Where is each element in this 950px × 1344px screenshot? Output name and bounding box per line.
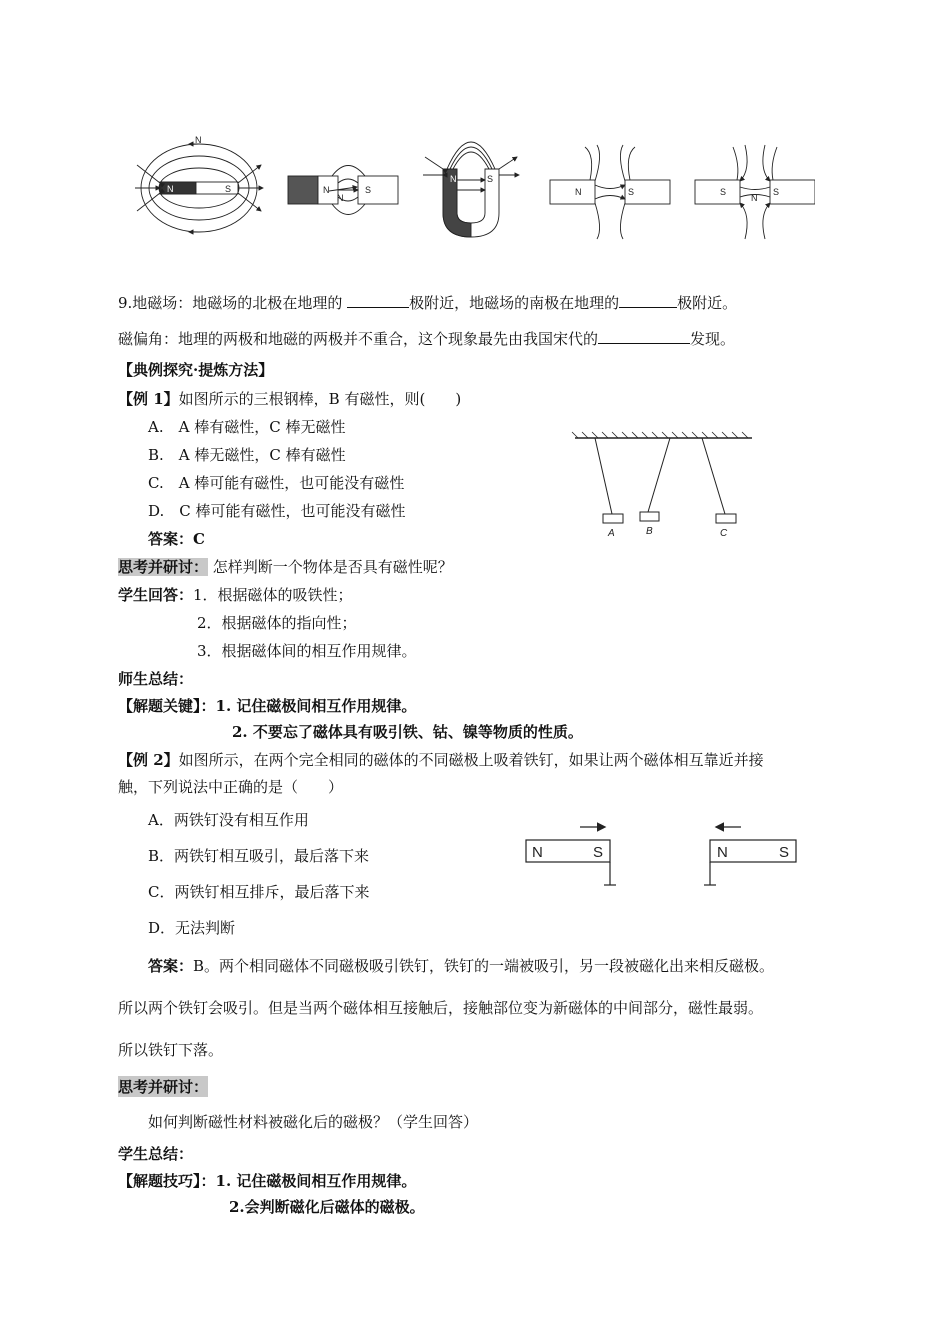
student-answer-label: 学生回答： [118, 586, 194, 604]
example1-option: D. C 棒可能有磁性，也可能没有磁性 [148, 502, 406, 520]
discuss1 [118, 556, 453, 577]
magnets-nails-figure [520, 815, 810, 895]
q9-line2-suffix: 发现。 [690, 330, 736, 348]
field-label: N [450, 174, 457, 184]
example2-option: C．两铁钉相互排斥，最后落下来 [148, 883, 370, 901]
example1-option: A. A 棒有磁性，C 棒无磁性 [148, 418, 346, 436]
summary1-label: 师生总结： [118, 670, 194, 688]
pole-label: S [593, 844, 604, 861]
example1-question-text: 如图所示的三根钢棒，B 有磁性，则( ) [178, 390, 462, 408]
example2-option: B．两铁钉相互吸引，最后落下来 [148, 847, 370, 865]
example1-question [118, 388, 461, 409]
hanging-rods-figure [570, 430, 760, 545]
example1-option: C. A 棒可能有磁性，也可能没有磁性 [148, 474, 405, 492]
key2 [118, 1170, 416, 1191]
rod-label: B [646, 526, 653, 537]
example1-answer: 答案：C [148, 530, 205, 548]
example2-answer-label: 答案： [148, 957, 194, 975]
pole-label: N [532, 844, 543, 861]
q9-line1-prefix: 9.地磁场：地磁场的北极在地理的 [118, 294, 348, 312]
fill-blank [347, 293, 409, 308]
key1 [118, 695, 416, 716]
field-label: S [225, 184, 232, 194]
pole-label: S [779, 844, 790, 861]
summary2-label: 学生总结： [118, 1145, 194, 1163]
opposite-poles-field-figure [550, 145, 670, 239]
field-label: S [628, 187, 635, 197]
discuss2-text: 如何判断磁性材料被磁化后的磁极？（学生回答） [148, 1113, 479, 1131]
example2-answer-text: B。两个相同磁体不同磁极吸引铁钉，铁钉的一端被吸引，另一段被磁化出来相反磁极。 [193, 957, 775, 975]
key1-label: 【解题关键】： [118, 697, 216, 715]
field-label: S [720, 187, 727, 197]
rod-label: A [608, 528, 615, 539]
section-header: 【典例探究·提炼方法】 [118, 361, 274, 379]
example2-question-line2: 触，下列说法中正确的是（ ） [118, 778, 344, 796]
fill-blank [598, 329, 690, 344]
example2-label: 【例 2】 [118, 751, 179, 769]
magnetic-field-figures [125, 135, 815, 250]
field-label: N [195, 135, 202, 145]
field-label: N [167, 184, 174, 194]
field-label: S [487, 174, 494, 184]
example2-question-line1 [118, 749, 764, 770]
key2-label: 【解题技巧】： [118, 1172, 216, 1190]
discuss2-label: 思考并研讨： [118, 1078, 209, 1096]
like-poles-field-figure [695, 145, 815, 239]
example1-label: 【例 1】 [118, 390, 179, 408]
fill-blank [619, 293, 677, 308]
pole-label: N [717, 844, 728, 861]
discuss1-text: 怎样判断一个物体是否具有磁性呢？ [208, 558, 453, 576]
example2-option: D．无法判断 [148, 919, 236, 937]
student-answer [118, 584, 353, 605]
example1-option: B. A 棒无磁性，C 棒有磁性 [148, 446, 346, 464]
discuss1-label: 思考并研讨： [118, 558, 209, 576]
q9-line1-mid: 极附近，地磁场的南极在地理的 [409, 294, 620, 312]
key1-item: 2. 不要忘了磁体具有吸引铁、钴、镍等物质的性质。 [232, 723, 583, 741]
q9-line2 [118, 328, 735, 349]
example2-question-text: 如图所示，在两个完全相同的磁体的不同磁极上吸着铁钉，如果让两个磁体相互靠近并接 [178, 751, 764, 769]
rod-label: C [720, 528, 728, 539]
example2-answer-line1 [148, 955, 774, 976]
field-label: S [773, 187, 780, 197]
q9-line1-suffix: 极附近。 [677, 294, 738, 312]
key1-item: 1. 记住磁极间相互作用规律。 [215, 697, 417, 715]
q9-line1 [118, 292, 737, 313]
student-answer-item: 1．根据磁体的吸铁性； [193, 586, 353, 604]
key2-item: 2.会判断磁化后磁体的磁极。 [229, 1198, 425, 1216]
field-label: N [751, 193, 758, 203]
two-magnets-compass-figure [288, 166, 398, 215]
example2-answer-line2: 所以两个铁钉会吸引。但是当两个磁体相互接触后，接触部位变为新磁体的中间部分，磁性最弱。 [118, 999, 764, 1017]
student-answer-item: 3．根据磁体间的相互作用规律。 [197, 642, 417, 660]
field-label: S [365, 185, 372, 195]
student-answer-item: 2．根据磁体的指向性； [197, 614, 357, 632]
example2-answer-line3: 所以铁钉下落。 [118, 1041, 224, 1059]
horseshoe-magnet-figure [423, 142, 519, 237]
field-label: N [337, 193, 344, 203]
field-label: N [323, 185, 330, 195]
key2-item: 1. 记住磁极间相互作用规律。 [215, 1172, 417, 1190]
example2-option: A．两铁钉没有相互作用 [148, 811, 309, 829]
bar-magnet-field-figure [135, 144, 263, 232]
field-label: N [575, 187, 582, 197]
q9-line2-prefix: 磁偏角：地理的两极和地磁的两极并不重合，这个现象最先由我国宋代的 [118, 330, 599, 348]
